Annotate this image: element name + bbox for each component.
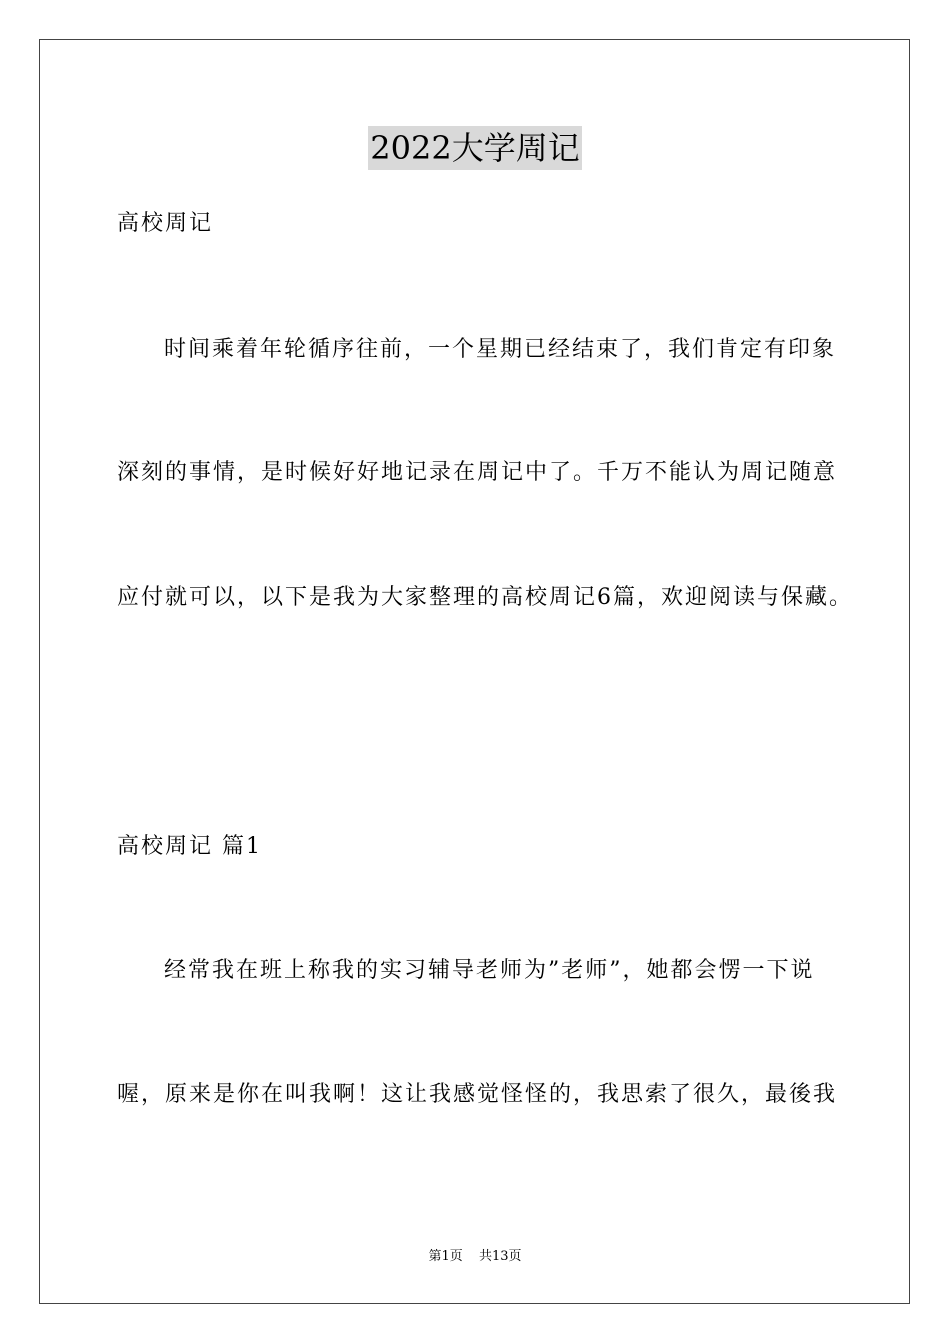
page-footer	[0, 1248, 950, 1266]
page-total: 共13页	[478, 1249, 522, 1264]
title-container	[0, 126, 950, 170]
document-title: 2022大学周记	[368, 126, 581, 170]
section-heading: 高校周记 篇1	[117, 834, 262, 859]
intro-line-3: 应付就可以，以下是我为大家整理的高校周记6篇，欢迎阅读与保藏。	[117, 585, 853, 610]
section-line-1: 经常我在班上称我的实习辅导老师为”老师”，她都会愣一下说	[164, 958, 815, 983]
page-number: 第1页	[428, 1249, 463, 1264]
heading: 高校周记	[117, 211, 214, 236]
section-line-2: 喔，原来是你在叫我啊！这让我感觉怪怪的，我思索了很久，最後我	[117, 1082, 838, 1107]
intro-line-2: 深刻的事情，是时候好好地记录在周记中了。千万不能认为周记随意	[117, 460, 838, 485]
intro-line-1: 时间乘着年轮循序往前，一个星期已经结束了，我们肯定有印象	[164, 337, 837, 362]
